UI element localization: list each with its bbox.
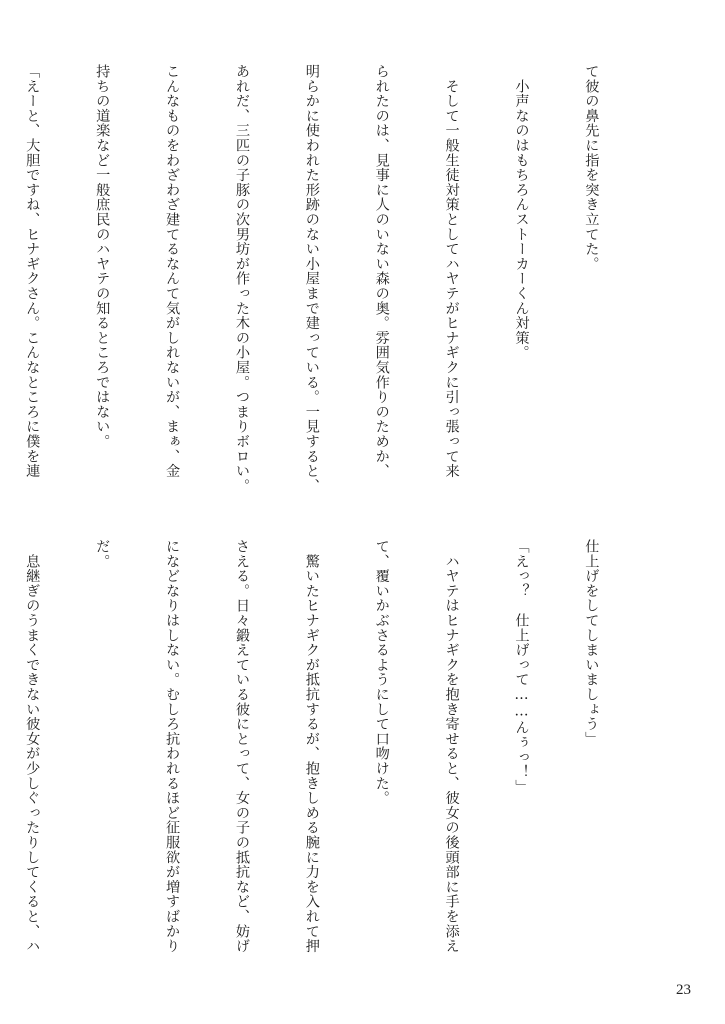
- text-column: 明らかに使われた形跡のない小屋まで建っている。一見すると、: [303, 64, 320, 494]
- text-column: こんなものをわざわざ建てるなんて気がしれないが、まぁ、金: [164, 64, 181, 479]
- text-column: そして一般生徒対策としてハヤテがヒナギクに引っ張って来: [443, 64, 460, 479]
- text-column: 「えっ？ 仕上げって……んぅっ！」: [513, 539, 530, 795]
- text-column: 小声なのはもちろんストーカーくん対策。: [513, 64, 530, 360]
- text-column: て、覆いかぶさるようにして口吻けた。: [373, 539, 390, 806]
- text-column: 驚いたヒナギクが抵抗するが、抱きしめる腕に力を入れて押: [303, 539, 320, 954]
- text-column: て彼の鼻先に指を突き立てた。: [583, 64, 600, 272]
- text-column: 持ちの道楽など一般庶民のハヤテの知るところではない。: [94, 64, 111, 449]
- text-column: られたのは、見事に人のいない森の奥。雰囲気作りのためか、: [373, 64, 390, 479]
- page-number: 23: [676, 982, 691, 998]
- text-column: 仕上げをしてしまいましょう」: [583, 539, 600, 747]
- text-column: 「えーと、大胆ですね、ヒナギクさん。こんなところに僕を連: [24, 64, 41, 479]
- text-column: あれだ、三匹の子豚の次男坊が作った木の小屋。つまりボロい。: [233, 64, 250, 494]
- upper-text-block: [24, 64, 649, 494]
- text-column: になどなりはしない。むしろ抗われるほど征服欲が増すばかり: [164, 539, 181, 954]
- text-column: ハヤテはヒナギクを抱き寄せると、彼女の後頭部に手を添え: [443, 539, 460, 954]
- text-column: だ。: [94, 539, 111, 569]
- text-column: 息継ぎのうまくできない彼女が少しぐったりしてくると、ハ: [24, 539, 41, 954]
- text-column: さえる。日々鍛えている彼にとって、女の子の抵抗など、妨げ: [233, 539, 250, 954]
- lower-text-block: [24, 539, 649, 954]
